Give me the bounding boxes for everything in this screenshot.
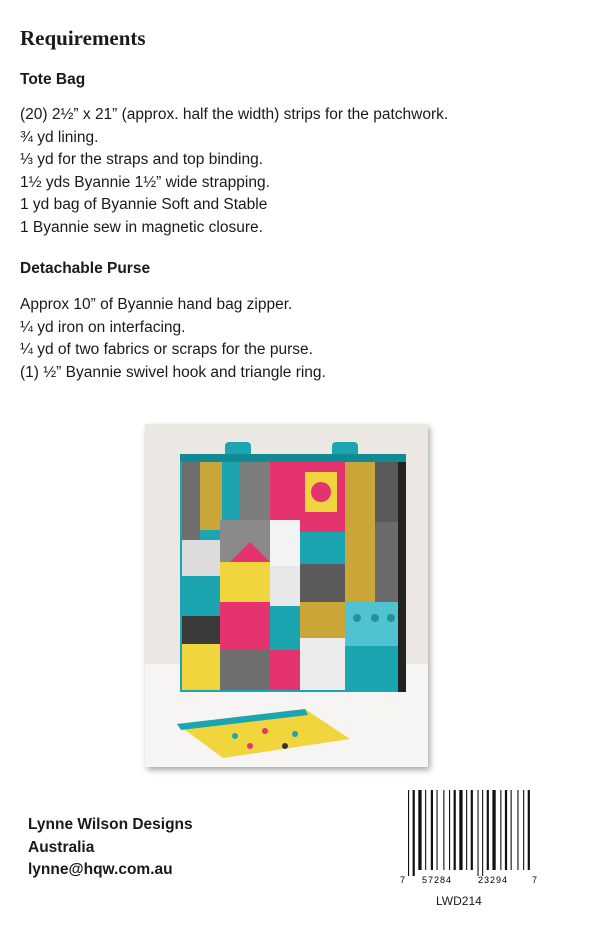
list-item: 1 yd bag of Byannie Soft and Stable bbox=[20, 196, 268, 213]
list-item: Approx 10” of Byannie hand bag zipper. bbox=[20, 296, 293, 313]
barcode-bar bbox=[431, 790, 433, 870]
contact-block bbox=[28, 814, 193, 882]
barcode-bar bbox=[443, 790, 444, 870]
barcode-bar bbox=[500, 790, 501, 870]
tote-bag-photo bbox=[145, 424, 428, 767]
list-item: 1½ yds Byannie 1½” wide strapping. bbox=[20, 173, 270, 191]
barcode-bar bbox=[437, 790, 438, 870]
country: Australia bbox=[28, 838, 95, 856]
tote-bag-list bbox=[20, 104, 448, 239]
barcode bbox=[400, 788, 540, 886]
patchwork-panel bbox=[180, 454, 406, 692]
barcode-bar bbox=[454, 790, 456, 870]
barcode-bar bbox=[487, 790, 489, 870]
barcode-bar bbox=[511, 790, 512, 870]
barcode-digit-left: 7 bbox=[400, 875, 406, 885]
barcode-bar bbox=[482, 790, 483, 876]
purse-heading: Detachable Purse bbox=[20, 260, 151, 277]
product-code: LWD214 bbox=[436, 894, 482, 908]
list-item: ¾ yd lining. bbox=[20, 128, 99, 146]
email: lynne@hqw.com.au bbox=[28, 861, 173, 878]
barcode-bar bbox=[523, 790, 524, 870]
list-item: (20) 2½” x 21” (approx. half the width) strips for the patchwork. bbox=[20, 106, 449, 123]
barcode-bar bbox=[478, 790, 479, 876]
barcode-bar bbox=[466, 790, 467, 870]
barcode-bar bbox=[459, 790, 462, 870]
page-title: Requirements bbox=[20, 26, 146, 50]
list-item: 1 Byannie sew in magnetic closure. bbox=[20, 218, 263, 236]
list-item: ¼ yd of two fabrics or scraps for the purse. bbox=[20, 341, 313, 358]
list-item: (1) ½” Byannie swivel hook and triangle ring. bbox=[20, 363, 326, 381]
purse-list bbox=[20, 294, 326, 384]
barcode-bar bbox=[528, 790, 530, 870]
tote-bag-heading: Tote Bag bbox=[20, 71, 86, 88]
barcode-bar bbox=[471, 790, 473, 870]
barcode-bar bbox=[413, 790, 415, 876]
barcode-bar bbox=[425, 790, 426, 870]
barcode-digit-right: 7 bbox=[532, 875, 538, 885]
barcode-group-1: 57284 bbox=[422, 875, 453, 885]
barcode-bar bbox=[408, 790, 409, 876]
company-name: Lynne Wilson Designs bbox=[28, 816, 193, 833]
barcode-bar bbox=[418, 790, 421, 870]
list-item: ¼ yd iron on interfacing. bbox=[20, 318, 186, 336]
barcode-group-2: 23294 bbox=[478, 875, 509, 885]
barcode-bar bbox=[505, 790, 507, 870]
barcode-bar bbox=[492, 790, 495, 870]
list-item: ⅓ yd for the straps and top binding. bbox=[20, 151, 263, 168]
barcode-bar bbox=[517, 790, 518, 870]
barcode-bar bbox=[449, 790, 450, 870]
